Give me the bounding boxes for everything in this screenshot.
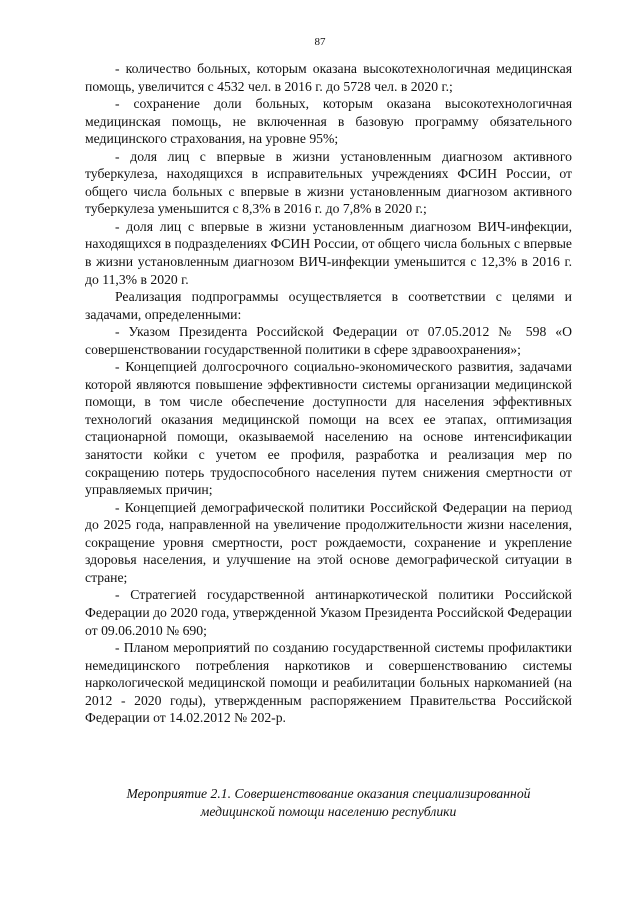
paragraph-hightech-count: - количество больных, которым оказана высокотехнологичная медицинская помощь, увеличится с 4532 чел. в 2016 г. до 5728 чел. в 2020 г.; [85, 61, 572, 94]
paragraph-implementation: Реализация подпрограммы осуществляется в соответствии с целями и задачами, определенными: [85, 289, 572, 322]
paragraph-long-term-concept: - Концепцией долгосрочного социально-экономического развития, задачами которой являются повышение эффективности системы организации медицинской помощи, в том числе обеспечение доступности для населения эффективных технологий оказания медицинской помощи на всех ее этапах, оптимизация стационарной помощи, оказываемой населению на основе интенсификации занятости койки с учетом ее профиля, разработка и реализация мер по сокращению потерь трудоспособного населения путем снижения смертности от управляемых причин; [85, 359, 572, 498]
section-heading [85, 785, 572, 820]
paragraph-antidrug-strategy: - Стратегией государственной антинаркотической политики Российской Федерации до 2020 года, утвержденной Указом Президента Российской Федерации от 09.06.2010 № 690; [85, 587, 572, 638]
paragraph-demographic-concept: - Концепцией демографической политики Российской Федерации на период до 2025 года, направленной на увеличение продолжительности жизни населения, сокращение уровня смертности, рост рождаемости, сохранение и укрепление здоровья населения, и улучшение на этой основе демографической ситуации в стране; [85, 499, 572, 585]
body-text [85, 60, 572, 727]
paragraph-decree-598: - Указом Президента Российской Федерации от 07.05.2012 № 598 «О совершенствовании государственной политики в сфере здравоохранения»; [85, 324, 572, 357]
paragraph-hightech-share: - сохранение доли больных, которым оказана высокотехнологичная медицинская помощь, не включенная в базовую программу обязательного медицинского страхования, на уровне 95%; [85, 96, 572, 147]
paragraph-tuberculosis: - доля лиц с впервые в жизни установленным диагнозом активного туберкулеза, находящихся в исправительных учреждениях ФСИН России, от общего числа больных с впервые в жизни установленным диагнозом активного туберкулеза уменьшится с 8,3% в 2016 г. до 7,8% в 2020 г.; [85, 148, 572, 217]
paragraph-hiv: - доля лиц с впервые в жизни установленным диагнозом ВИЧ-инфекции, находящихся в подразделениях ФСИН России, от общего числа больных с впервые в жизни установленным диагнозом ВИЧ-инфекции уменьшится с 12,3% в 2016 г. до 11,3% в 2020 г. [85, 218, 572, 287]
page-number: 87 [314, 36, 326, 48]
section-heading-line-2: медицинской помощи населению республики [200, 803, 457, 819]
section-heading-line-1: Мероприятие 2.1. Совершенствование оказания специализированной [126, 786, 531, 801]
paragraph-action-plan: - Планом мероприятий по созданию государственной системы профилактики немедицинского потребления наркотиков и совершенствованию системы наркологической медицинской помощи и реабилитации больных наркоманией (на 2012 - 2020 годы), утвержденным распоряжением Правительства Российской Федерации от 14.02.2012 № 202-р. [85, 640, 572, 726]
